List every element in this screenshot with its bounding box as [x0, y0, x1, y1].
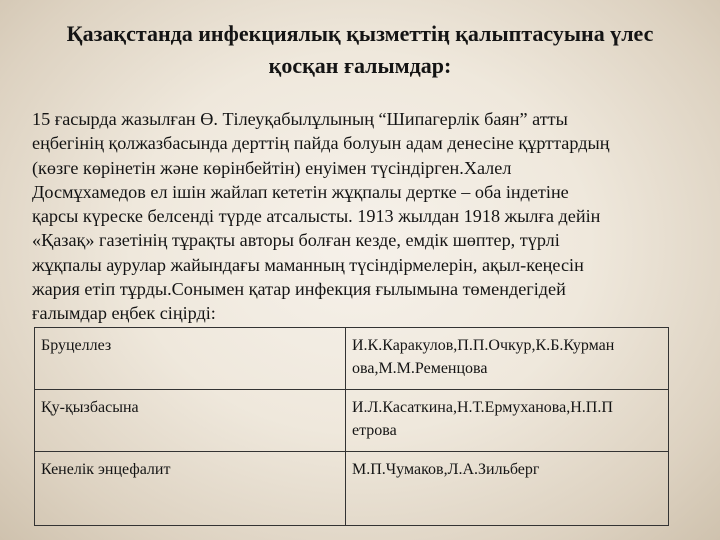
body-line: ғалымдар еңбек сіңірді: [32, 303, 216, 324]
body-line: қарсы күреске белсенді түрде атсалысты. 1913 жылдан 1918 жылға дейін [32, 206, 601, 227]
disease-cell: Қу-қызбасына [35, 390, 346, 452]
table-row [35, 390, 669, 452]
scientists-line: И.Л.Касаткина,Н.Т.Ермуханова,Н.П.П [352, 399, 613, 416]
scientists-cell [346, 328, 669, 390]
scientists-line: ова,М.М.Ременцова [352, 360, 488, 377]
scientists-line: И.К.Каракулов,П.П.Очкур,К.Б.Курман [352, 337, 615, 354]
scientists-cell [346, 390, 669, 452]
slide-title [20, 18, 700, 82]
table-row [35, 452, 669, 526]
scientists-line: етрова [352, 422, 397, 439]
scholars-table [34, 327, 669, 526]
scientists-line: М.П.Чумаков,Л.А.Зильберг [352, 461, 540, 478]
body-paragraph [32, 107, 696, 326]
body-line: «Қазақ» газетінің тұрақты авторы болған кезде, емдік шөптер, түрлі [32, 230, 560, 251]
body-line: Досмұхамедов ел ішін жайлап кететін жұқпалы дертке – оба індетіне [32, 181, 569, 202]
scientists-cell [346, 452, 669, 526]
body-line: (көзге көрінетін және көрінбейтін) енуімен түсіндірген.Халел [32, 157, 512, 178]
body-line: еңбегінің қолжазбасында дерттің пайда болуын адам денесіне құрттардың [32, 133, 610, 154]
title-line: қосқан ғалымдар: [268, 53, 452, 78]
body-line: жария етіп тұрды.Сонымен қатар инфекция ғылымына төмендегідей [32, 279, 566, 300]
body-line: жұқпалы аурулар жайындағы маманның түсіндірмелерін, ақыл-кеңесін [32, 254, 584, 275]
body-line: 15 ғасырда жазылған Ө. Тілеуқабылұлының “Шипагерлік баян” атты [32, 109, 568, 129]
disease-cell: Кенелік энцефалит [35, 452, 346, 526]
disease-cell: Бруцеллез [35, 328, 346, 390]
table-row [35, 328, 669, 390]
title-line: Қазақстанда инфекциялық қызметтің қалыптасуына үлес [66, 21, 654, 46]
